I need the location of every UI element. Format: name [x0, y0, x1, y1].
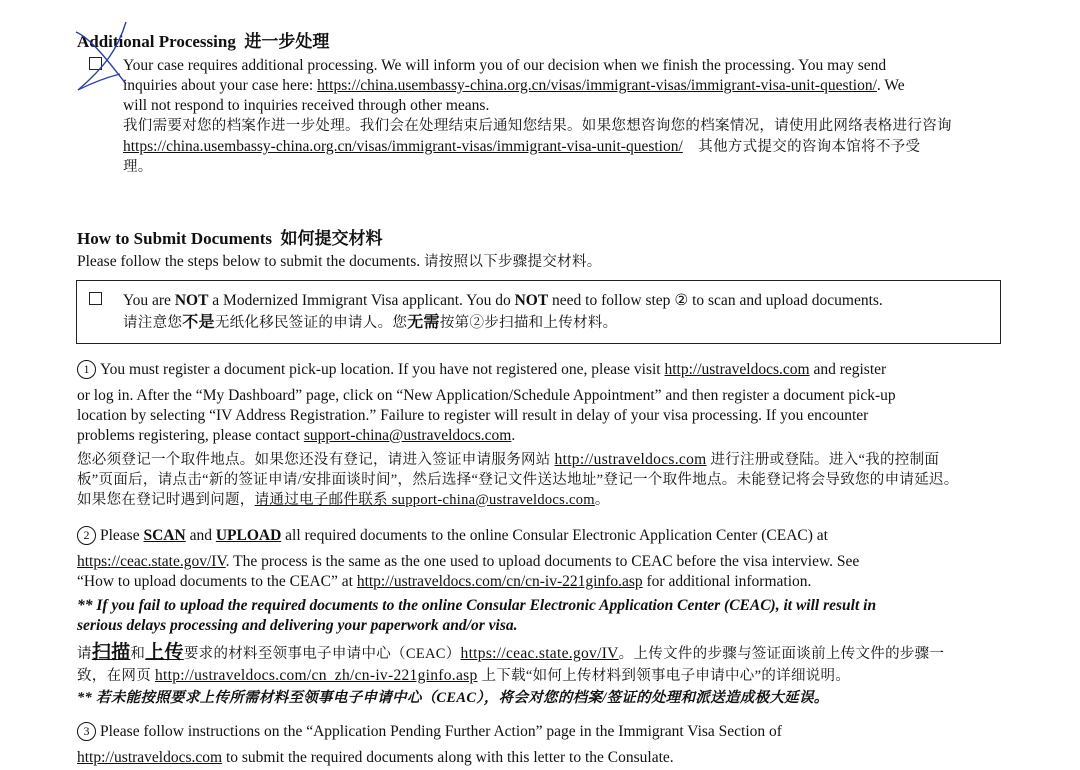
inquiry-link[interactable]: https://china.usembassy-china.org.cn/visas/immigrant-visas/immigrant-visa-unit-question/ [317, 77, 877, 94]
additional-processing-zh-line-2: https://china.usembassy-china.org.cn/visas/immigrant-visas/immigrant-visa-unit-question/ 其他方式提交的咨询本馆将不予受 [123, 138, 921, 155]
step-1-line-4: problems registering, please contact support-china@ustraveldocs.com. [77, 427, 516, 444]
step-1-zh-line-3: 如果您在登记时遇到问题，请通过电子邮件联系 support-china@ustraveldocs.com。 [77, 492, 610, 508]
additional-processing-line-2: inquiries about your case here: https://china.usembassy-china.org.cn/visas/immigrant-visas/immigrant-visa-unit-question/. We [123, 77, 905, 94]
step-2-zh-line-2: 致，在网页 http://ustraveldocs.com/cn_zh/cn-iv-221ginfo.asp 上下载“如何上传材料到领事电子申请中心”的详细说明。 [77, 667, 851, 684]
support-email-link[interactable]: support-china@ustraveldocs.com [303, 427, 512, 444]
how-to-submit-heading: How to Submit Documents 如何提交材料 [77, 229, 383, 248]
step-1-number: 1 [77, 360, 96, 379]
additional-processing-line-3: will not respond to inquiries received through other means. [123, 97, 490, 114]
step-2-number: 2 [77, 526, 96, 545]
support-email-link-zh[interactable]: 请通过电子邮件联系 support-china@ustraveldocs.com [254, 492, 595, 508]
step-2-zh-warning: ** 若未能按照要求上传所需材料至领事电子申请中心（CEAC），将会对您的档案/签证的处理和派送造成极大延误。 [77, 690, 829, 706]
ustraveldocs-link[interactable]: http://ustraveldocs.com [664, 361, 810, 378]
step-2-line-1: 2 Please SCAN and UPLOAD all required documents to the online Consular Electronic Application Center (CEAC) at [77, 526, 828, 546]
ustraveldocs-link-step-3[interactable]: http://ustraveldocs.com [77, 749, 223, 766]
modernized-applicant-checkbox[interactable] [89, 292, 102, 305]
ustraveldocs-link-zh[interactable]: http://ustraveldocs.com [554, 451, 707, 468]
step-2-line-2: https://ceac.state.gov/IV. The process is the same as the one used to upload documents to CEAC before the visa interview. See [77, 553, 860, 570]
ceac-upload-info-link[interactable]: http://ustraveldocs.com/cn/cn-iv-221ginfo.asp [356, 573, 643, 590]
step-3-line-2: http://ustraveldocs.com to submit the required documents along with this letter to the Consulate. [77, 749, 674, 766]
step-2-warning-line-2: serious delays processing and delivering your paperwork and/or visa. [77, 617, 518, 634]
notice-box-en: You are NOT a Modernized Immigrant Visa applicant. You do NOT need to follow step ② to scan and upload documents. [123, 292, 883, 309]
step-2-zh-line-1: 请扫描和上传要求的材料至领事电子申请中心（CEAC）https://ceac.state.gov/IV。上传文件的步骤与签证面谈前上传文件的步骤一 [77, 642, 945, 663]
notice-box-zh: 请注意您不是无纸化移民签证的申请人。您无需按第②步扫描和上传材料。 [123, 314, 618, 331]
additional-processing-heading: Additional Processing 进一步处理 [77, 32, 330, 51]
step-1-line-3: location by selecting “IV Address Registration.” Failure to register will result in delay of your visa processing. If you encounter [77, 407, 869, 424]
step-1-zh-line-1: 您必须登记一个取件地点。如果您还没有登记，请进入签证申请服务网站 http://ustraveldocs.com 进行注册或登陆。进入“我的控制面 [77, 451, 940, 468]
ceac-link-zh[interactable]: https://ceac.state.gov/IV [460, 645, 619, 662]
additional-processing-line-1: Your case requires additional processing. We will inform you of our decision when we finish the processing. You may send [123, 57, 887, 74]
inquiry-link-zh[interactable]: https://china.usembassy-china.org.cn/visas/immigrant-visas/immigrant-visa-unit-question/ [123, 138, 683, 155]
step-1-zh-line-2: 板”页面后，请点击“新的签证申请/安排面谈时间”，然后选择“登记文件送达地址”登记一个取件地点。未能登记将会导致您的申请延迟。 [77, 472, 959, 488]
step-2-warning-line-1: ** If you fail to upload the required documents to the online Consular Electronic Application Center (CEAC), it will result in [77, 597, 877, 614]
step-3-line-1: 3 Please follow instructions on the “Application Pending Further Action” page in the Immigrant Visa Section of [77, 722, 782, 742]
step-3-number: 3 [77, 722, 96, 741]
additional-processing-zh-line-1: 我们需要对您的档案作进一步处理。我们会在处理结束后通知您结果。如果您想咨询您的档案情况，请使用此网络表格进行咨询 [123, 118, 952, 134]
ceac-upload-info-link-zh[interactable]: http://ustraveldocs.com/cn_zh/cn-iv-221ginfo.asp [154, 667, 478, 684]
additional-processing-zh-line-3: 理。 [123, 159, 153, 175]
step-1-line-2: or log in. After the “My Dashboard” page, click on “New Application/Schedule Appointment” and then register a document pick-up [77, 387, 896, 404]
step-2-line-3: “How to upload documents to the CEAC” at http://ustraveldocs.com/cn/cn-iv-221ginfo.asp for additional information. [77, 573, 812, 590]
ceac-link[interactable]: https://ceac.state.gov/IV [77, 553, 226, 570]
how-to-submit-intro: Please follow the steps below to submit the documents. 请按照以下步骤提交材料。 [77, 253, 602, 270]
step-1-line-1: 1 You must register a document pick-up location. If you have not registered one, please visit http://ustraveldocs.com and register [77, 360, 886, 380]
